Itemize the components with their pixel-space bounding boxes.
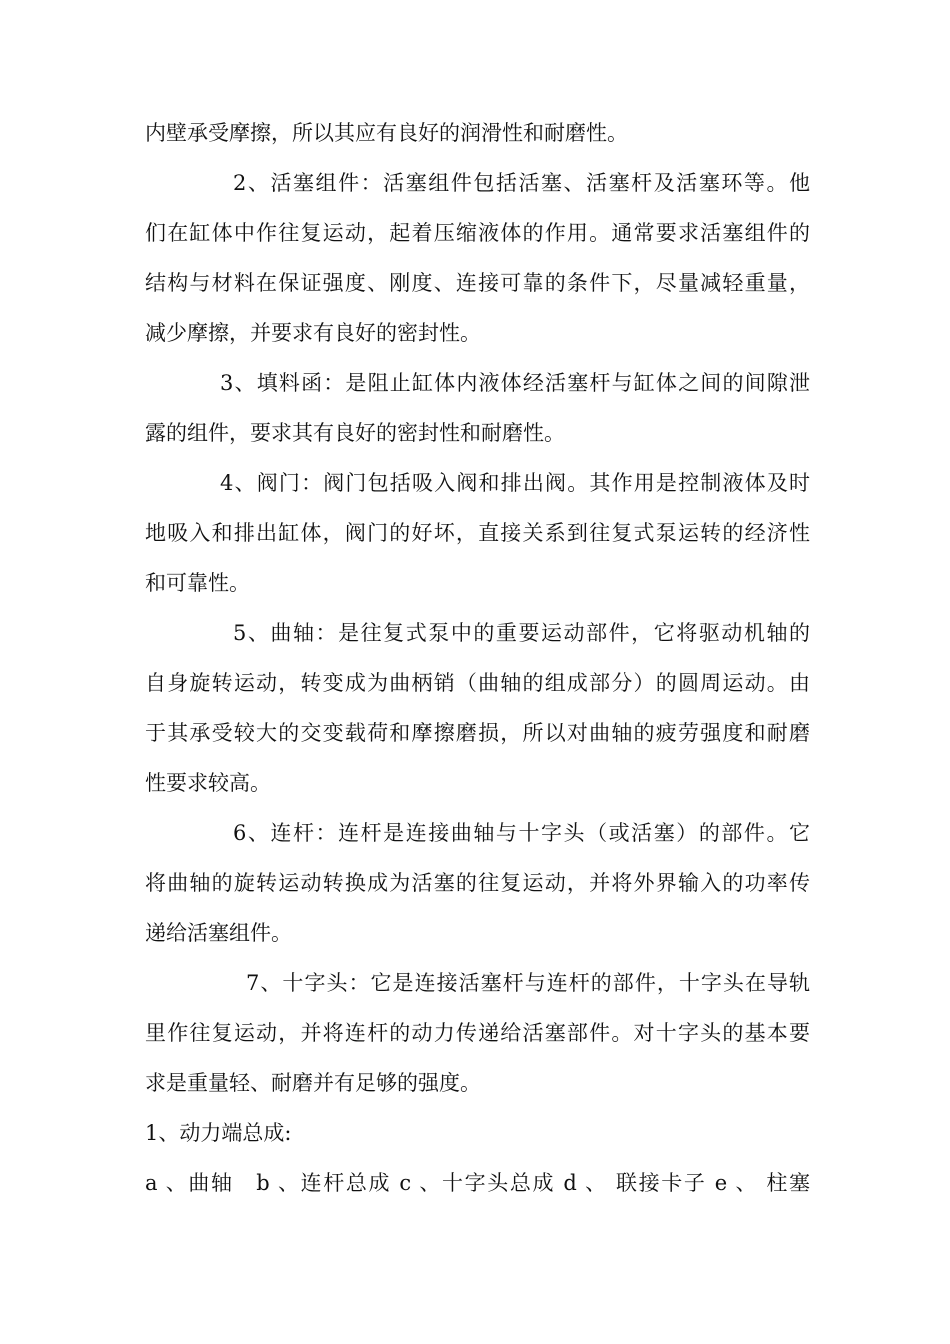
text-line: 和可靠性。 [145,571,250,595]
text-line: 内壁承受摩擦，所以其应有良好的润滑性和耐磨性。 [145,121,628,145]
text-line: 减少摩擦，并要求有良好的密封性。 [145,321,481,345]
text-line: 6、连杆：连杆是连接曲轴与十字头（或活塞）的部件。它 [233,821,810,845]
text-line: 5、曲轴：是往复式泵中的重要运动部件，它将驱动机轴的 [233,621,810,645]
text-line: 露的组件，要求其有良好的密封性和耐磨性。 [145,421,565,445]
text-line: 1、动力端总成: [145,1121,292,1145]
text-line: 于其承受较大的交变载荷和摩擦磨损，所以对曲轴的疲劳强度和耐磨 [145,721,810,745]
text-line: 自身旋转运动，转变成为曲柄销（曲轴的组成部分）的圆周运动。由 [145,671,810,695]
text-line: 将曲轴的旋转运动转换成为活塞的往复运动，并将外界输入的功率传 [145,871,810,895]
text-line: 里作往复运动，并将连杆的动力传递给活塞部件。对十字头的基本要 [145,1021,810,1045]
text-line: 求是重量轻、耐磨并有足够的强度。 [145,1071,481,1095]
text-line: a 、曲轴 b 、连杆总成 c 、十字头总成 d 、 联接卡子 e 、 柱塞 [145,1171,810,1195]
text-line: 4、阀门：阀门包括吸入阀和排出阀。其作用是控制液体及时 [220,471,810,495]
text-line: 性要求较高。 [145,771,271,795]
text-line: 结构与材料在保证强度、刚度、连接可靠的条件下，尽量减轻重量， [145,271,810,295]
text-line: 地吸入和排出缸体，阀门的好坏，直接关系到往复式泵运转的经济性 [145,521,810,545]
text-line: 3、填料函：是阻止缸体内液体经活塞杆与缸体之间的间隙泄 [220,371,810,395]
text-line: 们在缸体中作往复运动，起着压缩液体的作用。通常要求活塞组件的 [145,221,810,245]
text-line: 7、十字头：它是连接活塞杆与连杆的部件，十字头在导轨 [246,971,810,995]
text-line: 递给活塞组件。 [145,921,292,945]
text-line: 2、活塞组件：活塞组件包括活塞、活塞杆及活塞环等。他 [233,171,810,195]
